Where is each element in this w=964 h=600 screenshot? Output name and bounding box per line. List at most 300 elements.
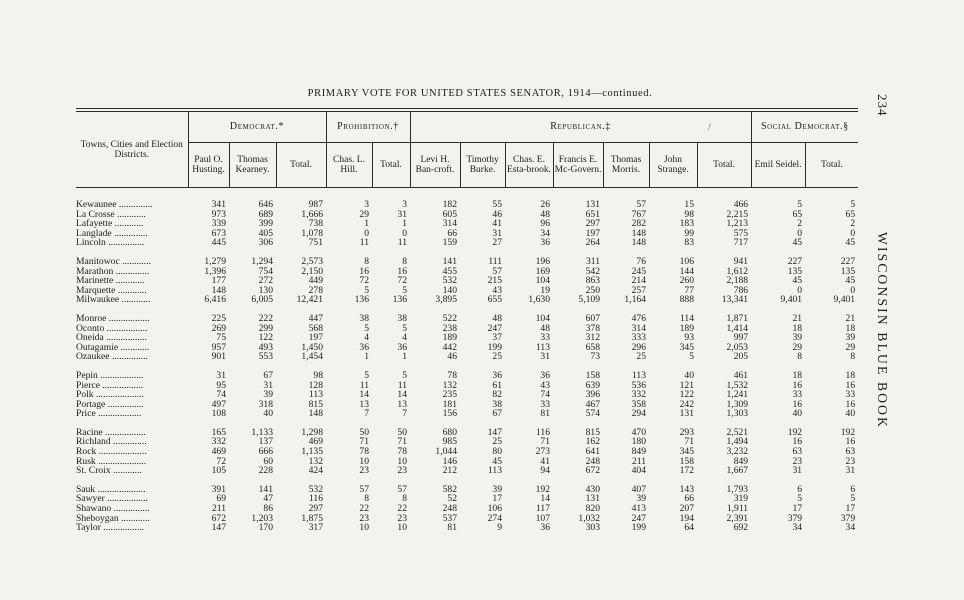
vote-cell: 22 xyxy=(359,504,369,514)
vote-cell: 39 xyxy=(492,484,503,495)
vote-cell: 399 xyxy=(258,219,273,229)
vote-cell: 997 xyxy=(733,333,749,343)
vote-cell: 36 xyxy=(492,370,503,381)
vote-cell: 469 xyxy=(308,437,323,448)
vote-cell: 10 xyxy=(359,523,369,533)
vote-cell: 17 xyxy=(492,494,503,505)
district-name: Milwaukee ............ xyxy=(76,295,151,305)
vote-cell: 2 xyxy=(797,219,803,229)
vote-cell: 345 xyxy=(679,447,695,457)
vote-cell: 57 xyxy=(636,200,647,210)
vote-cell: 13 xyxy=(397,399,408,410)
vote-cell: 136 xyxy=(392,295,408,305)
vote-cell: 341 xyxy=(211,200,226,210)
vote-cell: 10 xyxy=(397,523,408,533)
vote-cell: 40 xyxy=(792,409,803,419)
vote-cell: 48 xyxy=(540,323,551,334)
vote-cell: 64 xyxy=(684,523,695,533)
vote-cell: 413 xyxy=(631,504,647,514)
vote-cell: 18 xyxy=(845,370,856,381)
vote-cell: 17 xyxy=(792,504,803,514)
candidate-header-row xyxy=(76,143,858,188)
vote-cell: 50 xyxy=(359,427,369,438)
vote-cell: 282 xyxy=(631,219,647,229)
vote-cell: 197 xyxy=(308,333,323,343)
vote-cell: 985 xyxy=(442,437,458,448)
vote-cell: 3,895 xyxy=(435,295,458,305)
vote-cell: 404 xyxy=(631,466,647,476)
vote-cell: 7 xyxy=(402,409,408,419)
vote-cell: 78 xyxy=(397,447,408,457)
table-row xyxy=(76,400,858,410)
table-row xyxy=(76,371,858,381)
vote-cell: 146 xyxy=(442,456,458,467)
vote-cell: 6 xyxy=(797,484,803,495)
vote-cell: 38 xyxy=(359,313,369,324)
vote-cell: 973 xyxy=(211,209,226,220)
group-spacer xyxy=(76,362,858,371)
vote-cell: 319 xyxy=(733,494,749,505)
vote-cell: 111 xyxy=(488,256,503,267)
district-name: La Crosse ............ xyxy=(76,209,146,220)
vote-cell: 81 xyxy=(540,409,551,419)
vote-cell: 67 xyxy=(263,370,273,381)
vote-cell: 888 xyxy=(679,295,695,305)
vote-cell: 430 xyxy=(585,484,601,495)
district-name: Price .................. xyxy=(76,409,142,419)
candidate-header: Total. xyxy=(276,143,326,188)
table-row xyxy=(76,390,858,400)
vote-cell: 7 xyxy=(364,409,369,419)
vote-cell: 148 xyxy=(211,285,226,296)
vote-cell: 849 xyxy=(733,456,749,467)
vote-cell: 666 xyxy=(258,447,273,457)
vote-cell: 71 xyxy=(540,437,551,448)
vote-cell: 25 xyxy=(636,352,647,362)
vote-cell: 314 xyxy=(442,219,458,229)
vote-cell: 250 xyxy=(585,285,601,296)
vote-cell: 379 xyxy=(787,513,803,524)
vote-cell: 1,279 xyxy=(204,256,226,267)
vote-cell: 815 xyxy=(585,427,601,438)
vote-cell: 131 xyxy=(585,494,601,505)
vote-cell: 273 xyxy=(535,447,551,457)
vote-cell: 553 xyxy=(258,352,273,362)
vote-cell: 27 xyxy=(492,238,503,248)
vote-cell: 18 xyxy=(792,370,803,381)
vote-cell: 245 xyxy=(631,266,647,277)
stub-header: Towns, Cities and Election Districts. xyxy=(76,112,188,188)
vote-cell: 94 xyxy=(540,466,551,476)
vote-cell: 1,612 xyxy=(726,266,749,277)
vote-cell: 45 xyxy=(792,276,803,286)
vote-cell: 11 xyxy=(359,238,369,248)
vote-cell: 306 xyxy=(258,238,273,248)
vote-cell: 143 xyxy=(679,484,695,495)
candidate-header: Total. xyxy=(697,143,751,188)
vote-cell: 345 xyxy=(679,342,695,353)
vote-cell: 849 xyxy=(631,447,647,457)
vote-cell: 67 xyxy=(492,409,503,419)
vote-cell: 63 xyxy=(845,447,856,457)
vote-cell: 40 xyxy=(684,370,695,381)
vote-cell: 57 xyxy=(492,266,503,277)
vote-cell: 0 xyxy=(850,228,856,239)
vote-cell: 121 xyxy=(679,380,695,391)
party-header-republican: Republican.‡ xyxy=(410,112,751,143)
vote-cell: 1,032 xyxy=(578,513,601,524)
vote-cell: 8 xyxy=(402,494,408,505)
table-row xyxy=(76,200,858,210)
vote-cell: 80 xyxy=(492,447,503,457)
table-row xyxy=(76,314,858,324)
vote-cell: 717 xyxy=(733,238,749,248)
vote-cell: 11 xyxy=(359,380,369,391)
vote-cell: 901 xyxy=(211,352,226,362)
group-spacer xyxy=(76,476,858,485)
vote-cell: 1,303 xyxy=(726,409,749,419)
vote-cell: 1,294 xyxy=(251,256,273,267)
group-spacer xyxy=(76,419,858,428)
vote-cell: 116 xyxy=(308,494,323,505)
page-number: 234 xyxy=(875,94,890,117)
vote-cell: 1 xyxy=(364,219,369,229)
vote-cell: 205 xyxy=(733,352,749,362)
table-row xyxy=(76,343,858,353)
vote-cell: 93 xyxy=(684,333,695,343)
table-row xyxy=(76,295,858,305)
vote-cell: 196 xyxy=(535,256,551,267)
vote-cell: 2,521 xyxy=(726,427,749,438)
vote-cell: 405 xyxy=(258,228,273,239)
vote-cell: 135 xyxy=(840,266,856,277)
vote-cell: 1,044 xyxy=(435,447,458,457)
vote-cell: 227 xyxy=(787,256,803,267)
page-title: PRIMARY VOTE FOR UNITED STATES SENATOR, 1914—continued. xyxy=(307,88,653,99)
vote-cell: 358 xyxy=(631,399,647,410)
vote-cell: 183 xyxy=(679,219,695,229)
vote-cell: 45 xyxy=(792,238,803,248)
vote-cell: 672 xyxy=(211,513,226,524)
vote-cell: 227 xyxy=(840,256,856,267)
vote-cell: 38 xyxy=(492,399,503,410)
vote-cell: 197 xyxy=(585,228,601,239)
vote-cell: 522 xyxy=(442,313,458,324)
vote-cell: 1,454 xyxy=(301,352,323,362)
district-name: Manitowoc ............ xyxy=(76,256,151,267)
table-row xyxy=(76,409,858,419)
district-name: Richland .............. xyxy=(76,437,147,448)
table-row xyxy=(76,267,858,277)
vote-cell: 3 xyxy=(402,200,408,210)
vote-cell: 113 xyxy=(308,390,323,400)
vote-cell: 8 xyxy=(850,352,856,362)
vote-cell: 23 xyxy=(397,513,408,524)
vote-cell: 189 xyxy=(679,323,695,334)
group-spacer xyxy=(76,305,858,314)
district-name: Oconto ................. xyxy=(76,323,148,334)
vote-cell: 114 xyxy=(679,313,695,324)
table-row xyxy=(76,210,858,220)
vote-cell: 75 xyxy=(216,333,226,343)
vote-cell: 108 xyxy=(211,409,226,419)
vote-cell: 211 xyxy=(631,456,647,467)
table-row xyxy=(76,238,858,248)
vote-cell: 1,871 xyxy=(726,313,749,324)
district-name: Langlade .............. xyxy=(76,228,148,239)
vote-cell: 141 xyxy=(258,484,273,495)
vote-cell: 379 xyxy=(840,513,856,524)
vote-cell: 333 xyxy=(631,333,647,343)
vote-cell: 5 xyxy=(402,285,408,296)
vote-cell: 658 xyxy=(585,342,601,353)
vote-cell: 264 xyxy=(585,238,601,248)
vote-cell: 23 xyxy=(359,466,369,476)
candidate-header: Chas. E. Esta-brook. xyxy=(505,143,553,188)
district-name: Racine ................. xyxy=(76,427,146,438)
vote-cell: 5 xyxy=(797,494,803,505)
vote-cell: 574 xyxy=(585,409,601,419)
vote-cell: 60 xyxy=(263,456,273,467)
vote-cell: 181 xyxy=(442,399,458,410)
vote-cell: 34 xyxy=(540,228,551,239)
vote-cell: 10 xyxy=(397,456,408,467)
vote-cell: 2,188 xyxy=(726,276,749,286)
vote-cell: 1,494 xyxy=(726,437,749,448)
vote-cell: 396 xyxy=(585,390,601,400)
vote-cell: 2 xyxy=(850,219,856,229)
vote-cell: 192 xyxy=(535,484,551,495)
vote-cell: 1,793 xyxy=(726,484,749,495)
vote-cell: 63 xyxy=(792,447,803,457)
vote-cell: 6,005 xyxy=(251,295,273,305)
vote-cell: 314 xyxy=(631,323,647,334)
vote-cell: 136 xyxy=(354,295,369,305)
district-name: Shawano ............... xyxy=(76,504,150,514)
vote-cell: 641 xyxy=(585,447,601,457)
vote-cell: 86 xyxy=(263,504,273,514)
district-name: St. Croix ............ xyxy=(76,466,142,476)
vote-cell: 5 xyxy=(689,352,695,362)
vote-cell: 39 xyxy=(845,333,856,343)
vote-cell: 34 xyxy=(792,523,803,533)
vote-cell: 29 xyxy=(792,342,803,353)
candidate-header: Timothy Burke. xyxy=(460,143,505,188)
vote-cell: 107 xyxy=(535,513,551,524)
vote-cell: 278 xyxy=(308,285,323,296)
vote-cell: 211 xyxy=(211,504,226,514)
vote-cell: 1 xyxy=(402,352,408,362)
vote-cell: 177 xyxy=(211,276,226,286)
candidate-header: Total. xyxy=(372,143,410,188)
vote-cell: 391 xyxy=(211,484,226,495)
vote-cell: 11 xyxy=(397,380,408,391)
candidate-header: John Strange. xyxy=(649,143,697,188)
vote-cell: 182 xyxy=(442,200,458,210)
table-row xyxy=(76,466,858,476)
vote-cell: 22 xyxy=(397,504,408,514)
vote-cell: 5 xyxy=(364,370,369,381)
district-name: Sawyer ................. xyxy=(76,494,148,505)
vote-cell: 469 xyxy=(211,447,226,457)
district-name: Monroe ................. xyxy=(76,313,150,324)
candidate-header: Total. xyxy=(805,143,858,188)
vote-cell: 222 xyxy=(258,313,273,324)
district-name: Rock .................... xyxy=(76,447,147,457)
vote-cell: 1,164 xyxy=(624,295,647,305)
vote-cell: 14 xyxy=(359,390,369,400)
vote-cell: 141 xyxy=(442,256,458,267)
vote-cell: 297 xyxy=(308,504,323,514)
district-name: Outagamie ............ xyxy=(76,342,150,353)
vote-cell: 537 xyxy=(442,513,458,524)
vote-cell: 165 xyxy=(211,427,226,438)
vote-cell: 1,911 xyxy=(726,504,749,514)
pen-mark: / xyxy=(708,122,711,133)
vote-cell: 247 xyxy=(487,323,503,334)
vote-cell: 50 xyxy=(397,427,408,438)
vote-cell: 672 xyxy=(585,466,601,476)
table-row xyxy=(76,381,858,391)
vote-cell: 1,298 xyxy=(301,427,323,438)
vote-cell: 132 xyxy=(308,456,323,467)
vote-cell: 31 xyxy=(540,352,551,362)
vote-cell: 445 xyxy=(211,238,226,248)
vote-cell: 52 xyxy=(447,494,458,505)
vote-cell: 45 xyxy=(492,456,503,467)
vote-cell: 214 xyxy=(631,276,647,286)
vote-cell: 9,401 xyxy=(780,295,803,305)
vote-cell: 148 xyxy=(631,228,647,239)
vote-cell: 407 xyxy=(631,484,647,495)
vote-cell: 299 xyxy=(258,323,273,334)
vote-cell: 131 xyxy=(679,409,695,419)
vote-cell: 117 xyxy=(535,504,551,514)
vote-cell: 655 xyxy=(487,295,503,305)
district-name: Portage ............... xyxy=(76,399,144,410)
vote-cell: 8 xyxy=(364,494,369,505)
vote-cell: 158 xyxy=(585,370,601,381)
vote-cell: 13,341 xyxy=(721,295,749,305)
group-spacer xyxy=(76,248,858,257)
vote-cell: 5 xyxy=(850,494,856,505)
vote-cell: 17 xyxy=(845,504,856,514)
vote-cell: 55 xyxy=(492,200,503,210)
vote-cell: 4 xyxy=(402,333,408,343)
vote-cell: 332 xyxy=(211,437,226,448)
vote-cell: 33 xyxy=(845,390,856,400)
vote-cell: 170 xyxy=(258,523,273,533)
vote-cell: 71 xyxy=(359,437,369,448)
vote-cell: 43 xyxy=(492,285,503,296)
vote-cell: 33 xyxy=(540,399,551,410)
table-row xyxy=(76,485,858,495)
vote-cell: 738 xyxy=(308,219,323,229)
vote-cell: 8 xyxy=(797,352,803,362)
vote-cell: 131 xyxy=(585,200,601,210)
table-row xyxy=(76,257,858,267)
vote-cell: 72 xyxy=(216,456,226,467)
vote-cell: 78 xyxy=(447,370,458,381)
vote-cell: 339 xyxy=(211,219,226,229)
vote-cell: 33 xyxy=(540,333,551,343)
vote-cell: 312 xyxy=(585,333,601,343)
vote-cell: 31 xyxy=(397,209,408,220)
vote-cell: 135 xyxy=(787,266,803,277)
vote-cell: 23 xyxy=(397,466,408,476)
vote-cell: 673 xyxy=(211,228,226,239)
vote-cell: 16 xyxy=(792,399,803,410)
vote-cell: 159 xyxy=(442,238,458,248)
vote-cell: 0 xyxy=(402,228,408,239)
vote-cell: 815 xyxy=(308,399,323,410)
vote-cell: 311 xyxy=(585,256,601,267)
vote-cell: 247 xyxy=(631,513,647,524)
vote-cell: 36 xyxy=(359,342,369,353)
vote-cell: 238 xyxy=(442,323,458,334)
party-header-democrat: Democrat.* xyxy=(188,112,326,143)
vote-cell: 33 xyxy=(792,390,803,400)
vote-cell: 296 xyxy=(631,342,647,353)
vote-cell: 31 xyxy=(845,466,856,476)
candidate-header: Francis E. Mc-Govern. xyxy=(553,143,603,188)
vote-cell: 130 xyxy=(258,285,273,296)
table-row xyxy=(76,333,858,343)
district-name: Lafayette ............ xyxy=(76,219,144,229)
vote-cell: 0 xyxy=(850,285,856,296)
vote-cell: 192 xyxy=(787,427,803,438)
vote-cell: 651 xyxy=(585,209,601,220)
vote-cell: 16 xyxy=(792,437,803,448)
vote-cell: 128 xyxy=(308,380,323,391)
vote-cell: 542 xyxy=(585,266,601,277)
vote-cell: 455 xyxy=(442,266,458,277)
vote-cell: 470 xyxy=(631,427,647,438)
vote-cell: 46 xyxy=(492,209,503,220)
vote-cell: 36 xyxy=(540,238,551,248)
vote-cell: 1 xyxy=(402,219,408,229)
district-name: Taylor ................. xyxy=(76,523,145,533)
vote-cell: 57 xyxy=(359,484,369,495)
table-row xyxy=(76,494,858,504)
vote-cell: 689 xyxy=(258,209,273,220)
vote-cell: 113 xyxy=(535,342,551,353)
vote-cell: 29 xyxy=(845,342,856,353)
vote-cell: 0 xyxy=(364,228,369,239)
vote-cell: 269 xyxy=(211,323,226,334)
table-row xyxy=(76,324,858,334)
vote-cell: 104 xyxy=(535,276,551,286)
vote-cell: 11 xyxy=(397,238,408,248)
vote-cell: 476 xyxy=(631,313,647,324)
district-name: Marathon .............. xyxy=(76,266,150,277)
vote-cell: 767 xyxy=(631,209,647,220)
vote-cell: 106 xyxy=(487,504,503,514)
vote-cell: 113 xyxy=(487,466,503,476)
vote-cell: 317 xyxy=(308,523,323,533)
vote-cell: 148 xyxy=(631,238,647,248)
vote-cell: 36 xyxy=(540,523,551,533)
vote-cell: 497 xyxy=(211,399,226,410)
vote-cell: 461 xyxy=(733,370,749,381)
district-name: Sauk .................... xyxy=(76,484,146,495)
candidate-header: Emil Seidel. xyxy=(751,143,805,188)
table-row xyxy=(76,514,858,524)
vote-cell: 4 xyxy=(364,333,369,343)
district-name: Kewaunee .............. xyxy=(76,200,153,210)
vote-cell: 1,875 xyxy=(301,513,323,524)
vote-cell: 5 xyxy=(364,285,369,296)
